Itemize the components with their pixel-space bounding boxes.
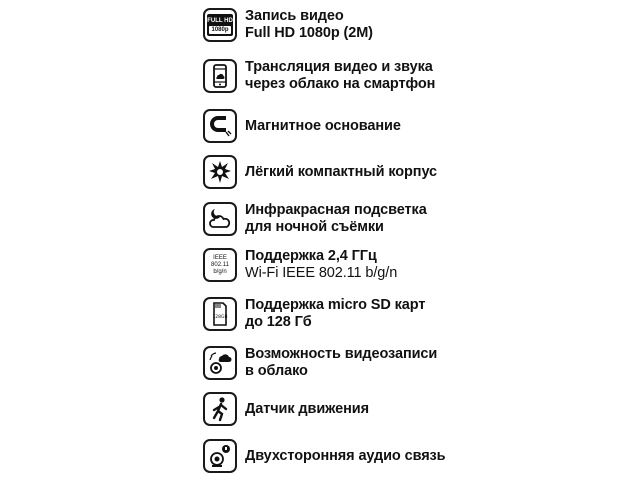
badge-text-full-hd: FULL HD [207,17,233,24]
feature-line: Full HD 1080p (2M) [245,25,373,41]
badge-text-bgn: b/g/n [213,268,227,275]
feature-text [245,202,427,236]
feature-item-microsd [203,294,425,334]
magnet-icon [203,109,237,143]
feature-list [203,0,633,480]
feature-item-motion-sensor [203,389,369,429]
badge-text-128gb: 128GB [212,315,228,320]
feature-line: Датчик движения [245,400,369,417]
full-hd-badge-icon [203,8,237,42]
feature-item-magnetic-base [203,106,401,146]
feature-item-compact-body [203,152,437,192]
feature-line: Трансляция видео и звука [245,59,433,75]
feature-line: для ночной съёмки [245,219,384,235]
feature-line: Возможность видеозаписи [245,346,438,362]
feature-text [245,248,397,282]
badge-text-1080p: 1080p [211,26,229,33]
feature-item-streaming [203,56,435,96]
feature-line: Инфракрасная подсветка [245,202,427,218]
feature-text [245,59,435,93]
smartphone-cloud-icon [203,59,237,93]
feature-text [245,164,437,181]
compact-body-icon [203,155,237,189]
feature-line: через облако на смартфон [245,76,436,92]
feature-text [245,297,425,331]
motion-sensor-icon [203,392,237,426]
feature-text [245,8,373,42]
cloud-recording-icon [203,346,237,380]
badge-text-ieee: IEEE [213,254,227,261]
feature-item-video-recording [203,5,373,45]
two-way-audio-icon [203,439,237,473]
feature-item-wifi [203,245,397,285]
feature-line: в облако [245,363,308,379]
feature-text [245,346,437,380]
feature-line: Магнитное основание [245,117,401,134]
feature-item-two-way-audio [203,436,445,476]
feature-item-infrared [203,199,427,239]
feature-line: Лёгкий компактный корпус [245,163,438,180]
feature-line: Поддержка 2,4 ГГц [245,248,377,264]
feature-text [245,448,445,465]
night-cloud-moon-icon [203,202,237,236]
feature-line: до 128 Гб [245,314,312,330]
feature-line: Запись видео [245,8,344,24]
feature-line: Wi-Fi IEEE 802.11 b/g/n [245,265,398,281]
feature-item-cloud-recording [203,343,437,383]
feature-text [245,401,369,418]
feature-line: Двухсторонняя аудио связь [245,447,446,464]
badge-text-80211: 802.11 [211,261,229,268]
feature-text [245,118,401,135]
micro-sd-card-icon [203,297,237,331]
wifi-ieee-icon [203,248,237,282]
feature-line: Поддержка micro SD карт [245,297,426,313]
